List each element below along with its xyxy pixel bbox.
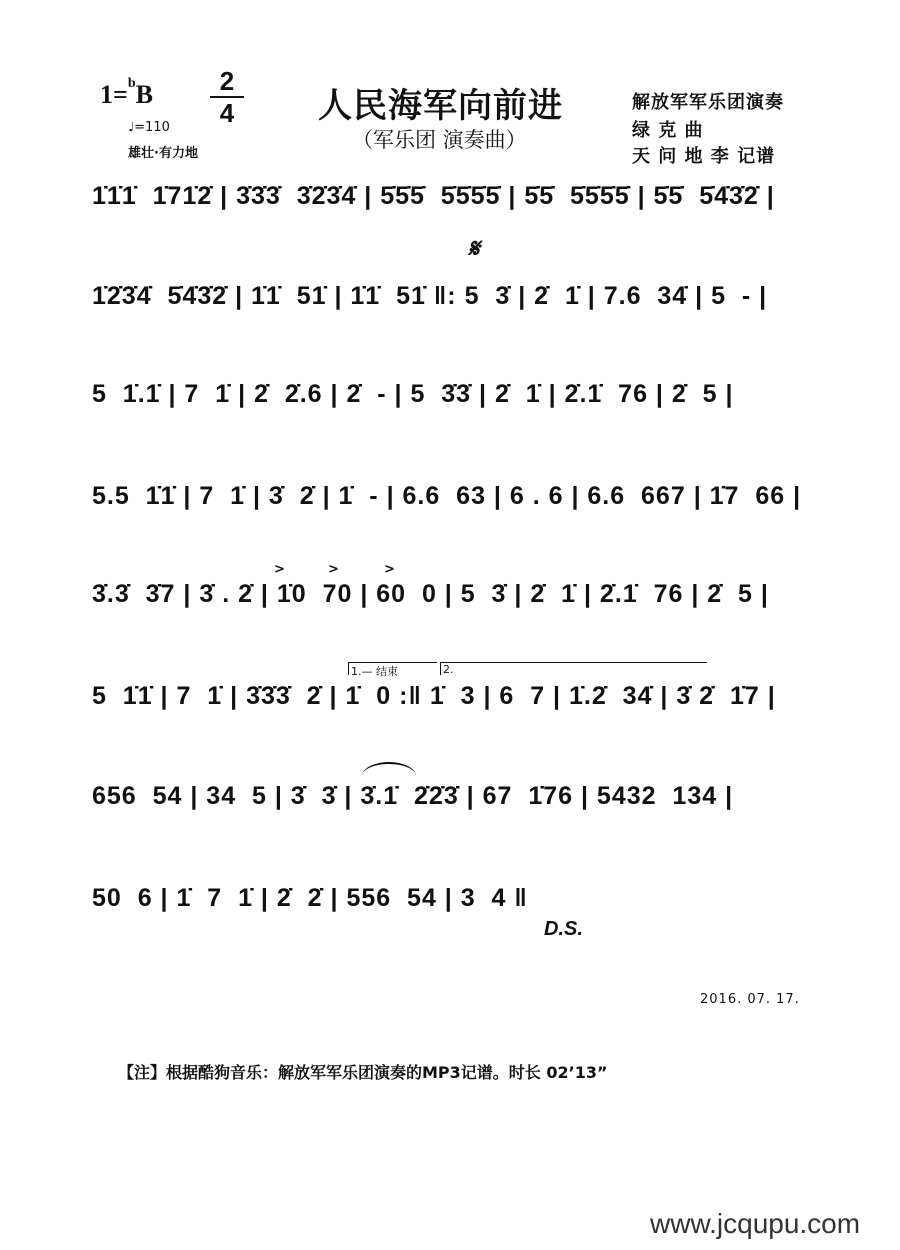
page-title: 人民海军向前进 xyxy=(318,86,563,126)
score-line-2: 1̇2̇3̇4̇ 5̇4̇3̇2̇ | 1̇1̇ 51̇ | 1̇1̇ 51̇ ‖: 5 3̇ | 2̇ 1̇ | 7.6 34̇ | 5 - | xyxy=(92,282,768,310)
dal-segno-marking: D.S. xyxy=(544,918,583,940)
accent-mark: > xyxy=(274,562,285,577)
score-line-5: 3̇.3̇ 3̇7 | 3̇ . 2̇ | 1̇0 70 | 60 0 | 5 3̇ | 2̇ 1̇ | 2̇.1̇ 76 | 2̇ 5 | xyxy=(92,580,769,608)
score-line-3: 5 1̇.1̇ | 7 1̇ | 2̇ 2̇.6 | 2̇ - | 5 3̇3̇ | 2̇ 1̇ | 2̇.1̇ 76 | 2̇ 5 | xyxy=(92,380,734,408)
score-line-7: 656 54 | 34 5 | 3̇ 3̇ | 3̇.1̇ 2̇2̇3̇ | 67 1̇76 | 5432 134 | xyxy=(92,782,734,810)
score-line-1: 1̇1̇1̇ 1̇71̇2̇ | 3̇3̇3̇ 3̇2̇3̇4̇ | 5̇5̇5̇ 5̇5̇5̇5̇ | 5̇5̇ 5̇5̇5̇5̇ | 5̇5̇ 5̇4̇3̇2̇ | xyxy=(92,182,775,210)
segno-sign: 𝄋 xyxy=(468,234,480,263)
footnote: 【注】根据酷狗音乐：解放军军乐团演奏的MP3记谱。时长 02’13” xyxy=(118,1063,608,1082)
time-signature-bottom: 4 xyxy=(219,98,235,128)
time-signature xyxy=(208,66,246,128)
subtitle: （军乐团 演奏曲） xyxy=(352,128,527,152)
watermark: www.jcqupu.com xyxy=(650,1208,861,1239)
date-stamp: 2016. 07. 17. xyxy=(700,992,800,1007)
credit-composer: 绿 克 曲 xyxy=(632,120,704,141)
tempo-marking: ♩=110 xyxy=(128,120,170,135)
expression-marking: 雄壮·有力地 xyxy=(128,146,198,161)
credit-performer: 解放军军乐团演奏 xyxy=(632,92,784,113)
credit-transcriber: 天 问 地 李 记谱 xyxy=(632,146,776,167)
time-signature-top: 2 xyxy=(219,66,235,96)
score-line-8: 50 6 | 1̇ 7 1̇ | 2̇ 2̇ | 556 54 | 3 4 ‖ xyxy=(92,884,528,912)
score-line-4: 5.5 1̇1̇ | 7 1̇ | 3̇ 2̇ | 1̇ - | 6.6 63 | 6 . 6 | 6.6 667 | 1̇7 66 | xyxy=(92,482,802,510)
accent-mark: > xyxy=(328,562,339,577)
score-line-6: 5 1̇1̇ | 7 1̇ | 3̇3̇3̇ 2̇ | 1̇ 0 :‖ 1̇ 3 | 6 7 | 1̇.2̇ 34̇ | 3̇ 2̇ 1̇7 | xyxy=(92,682,776,710)
accent-mark: > xyxy=(384,562,395,577)
key-signature: 1=$^b$B xyxy=(100,76,153,109)
volta-bracket-1: 1.— 结束 xyxy=(348,662,437,675)
volta-bracket-2: 2. xyxy=(440,662,707,675)
